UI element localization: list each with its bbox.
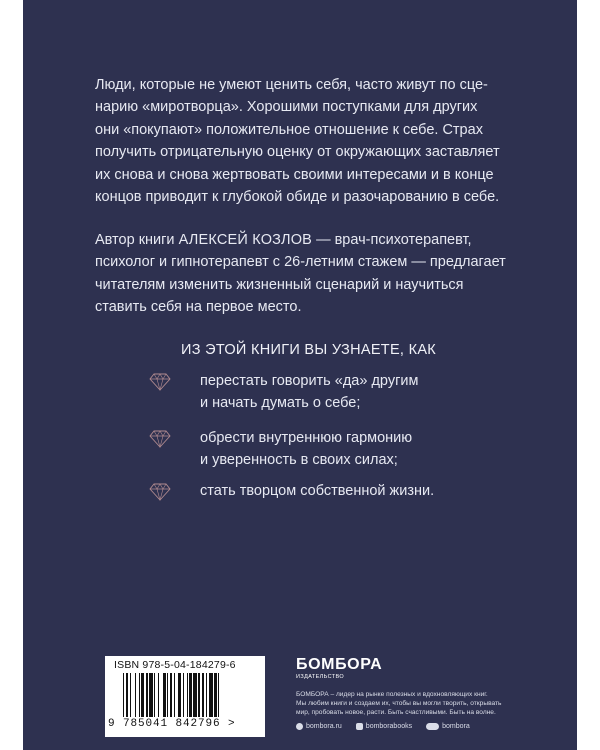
intro-line: они «покупают» положительное отношение к себе. Страх bbox=[95, 121, 483, 138]
learn-item-text bbox=[200, 480, 434, 502]
author-prefix: Автор книги bbox=[95, 232, 179, 248]
barcode-bar bbox=[123, 673, 124, 717]
diamond-icon bbox=[149, 373, 171, 391]
isbn-label: ISBN 978-5-04-184279-6 bbox=[114, 659, 236, 671]
learn-heading: ИЗ ЭТОЙ КНИГИ ВЫ УЗНАЕТЕ, КАК bbox=[181, 342, 437, 358]
barcode-bars bbox=[123, 673, 251, 717]
publisher-subtitle: ИЗДАТЕЛЬСТВО bbox=[296, 674, 345, 680]
barcode-bar bbox=[198, 673, 199, 717]
author-name: АЛЕКСЕЙ КОЗЛОВ bbox=[178, 232, 313, 248]
social-vk[interactable] bbox=[356, 723, 412, 730]
barcode-digits: 9 785041 842796 > bbox=[108, 718, 236, 730]
social-label: bomborabooks bbox=[365, 722, 413, 730]
barcode-bar bbox=[170, 673, 173, 717]
intro-line: получить отрицательную оценку от окружающих заставляет bbox=[95, 144, 500, 161]
learn-item-line: стать творцом собственной жизни. bbox=[200, 483, 435, 499]
barcode-bar bbox=[154, 673, 155, 717]
publisher-desc-line: Мы любим книги и создаем их, чтобы вы могли творить, открывать bbox=[296, 700, 502, 708]
intro-line: их снова и снова жертвовать своими интересами и в конце bbox=[95, 166, 494, 183]
barcode-bar bbox=[193, 673, 197, 717]
publisher-block bbox=[296, 656, 586, 730]
publisher-description bbox=[296, 690, 586, 718]
barcode-bar bbox=[214, 673, 217, 717]
intro-line: нарию «миротворца». Хорошими поступками для других bbox=[95, 99, 478, 116]
learn-item-line: обрести внутреннюю гармонию bbox=[200, 430, 413, 446]
barcode-bar bbox=[149, 673, 153, 717]
vk-icon bbox=[356, 723, 363, 730]
barcode-bar bbox=[130, 673, 131, 717]
barcode-bar bbox=[139, 673, 140, 717]
author-paragraph bbox=[95, 229, 535, 319]
barcode-bar bbox=[141, 673, 144, 717]
learn-item bbox=[149, 370, 529, 420]
barcode-panel bbox=[105, 656, 265, 737]
barcode-bar bbox=[206, 673, 207, 717]
book-back-cover bbox=[23, 0, 577, 750]
publisher-desc-line: мир, пробовать новое, расти. Быть счастливыми. Быть на волне. bbox=[296, 709, 496, 717]
barcode-bar bbox=[187, 673, 188, 717]
social-web[interactable] bbox=[296, 723, 342, 730]
barcode-bar bbox=[174, 673, 175, 717]
publisher-desc-line: БОМБОРА – лидер на рынке полезных и вдохновляющих книг. bbox=[296, 691, 488, 698]
author-line: психолог и гипнотерапевт с 26-летним стажем — предлагает bbox=[95, 254, 506, 271]
learn-item-text bbox=[200, 370, 418, 415]
learn-item-line: и начать думать о себе; bbox=[200, 395, 361, 412]
barcode-bar bbox=[135, 673, 136, 717]
intro-paragraph bbox=[95, 74, 535, 208]
barcode-bar bbox=[209, 673, 213, 717]
author-first-line bbox=[95, 229, 535, 251]
author-line: ставить себя на первое место. bbox=[95, 299, 302, 316]
barcode-bar bbox=[183, 673, 184, 717]
learn-item bbox=[149, 480, 529, 530]
publisher-logo: БОМБОРА bbox=[296, 656, 383, 673]
web-icon bbox=[296, 723, 303, 730]
publisher-socials bbox=[296, 723, 586, 730]
intro-line: концов приводит к глубокой обиде и разочарованию в себе. bbox=[95, 189, 500, 206]
learn-item-line: и уверенность в своих силах; bbox=[200, 452, 398, 469]
intro-line: Люди, которые не умеют ценить себя, часто живут по сце- bbox=[95, 77, 488, 93]
barcode-bar bbox=[189, 673, 192, 717]
barcode-bar bbox=[126, 673, 129, 717]
barcode-bar bbox=[178, 673, 182, 717]
diamond-icon bbox=[149, 430, 171, 448]
barcode-bar bbox=[158, 673, 159, 717]
barcode-bar bbox=[202, 673, 203, 717]
social-other[interactable] bbox=[426, 723, 470, 730]
barcode-bar bbox=[146, 673, 147, 717]
learn-item-line: перестать говорить «да» другим bbox=[200, 373, 419, 389]
social-icons bbox=[426, 723, 439, 730]
social-label: bombora bbox=[442, 722, 470, 730]
author-line: читателям изменить жизненный сценарий и научиться bbox=[95, 276, 464, 293]
learn-item bbox=[149, 427, 529, 477]
barcode-bar bbox=[167, 673, 168, 717]
social-label: bombora.ru bbox=[306, 722, 342, 730]
diamond-icon bbox=[149, 483, 171, 501]
learn-item-text bbox=[200, 427, 412, 472]
author-suffix: — врач-психотерапевт, bbox=[312, 232, 472, 248]
barcode-bar bbox=[163, 673, 166, 717]
barcode-bar bbox=[218, 673, 219, 717]
